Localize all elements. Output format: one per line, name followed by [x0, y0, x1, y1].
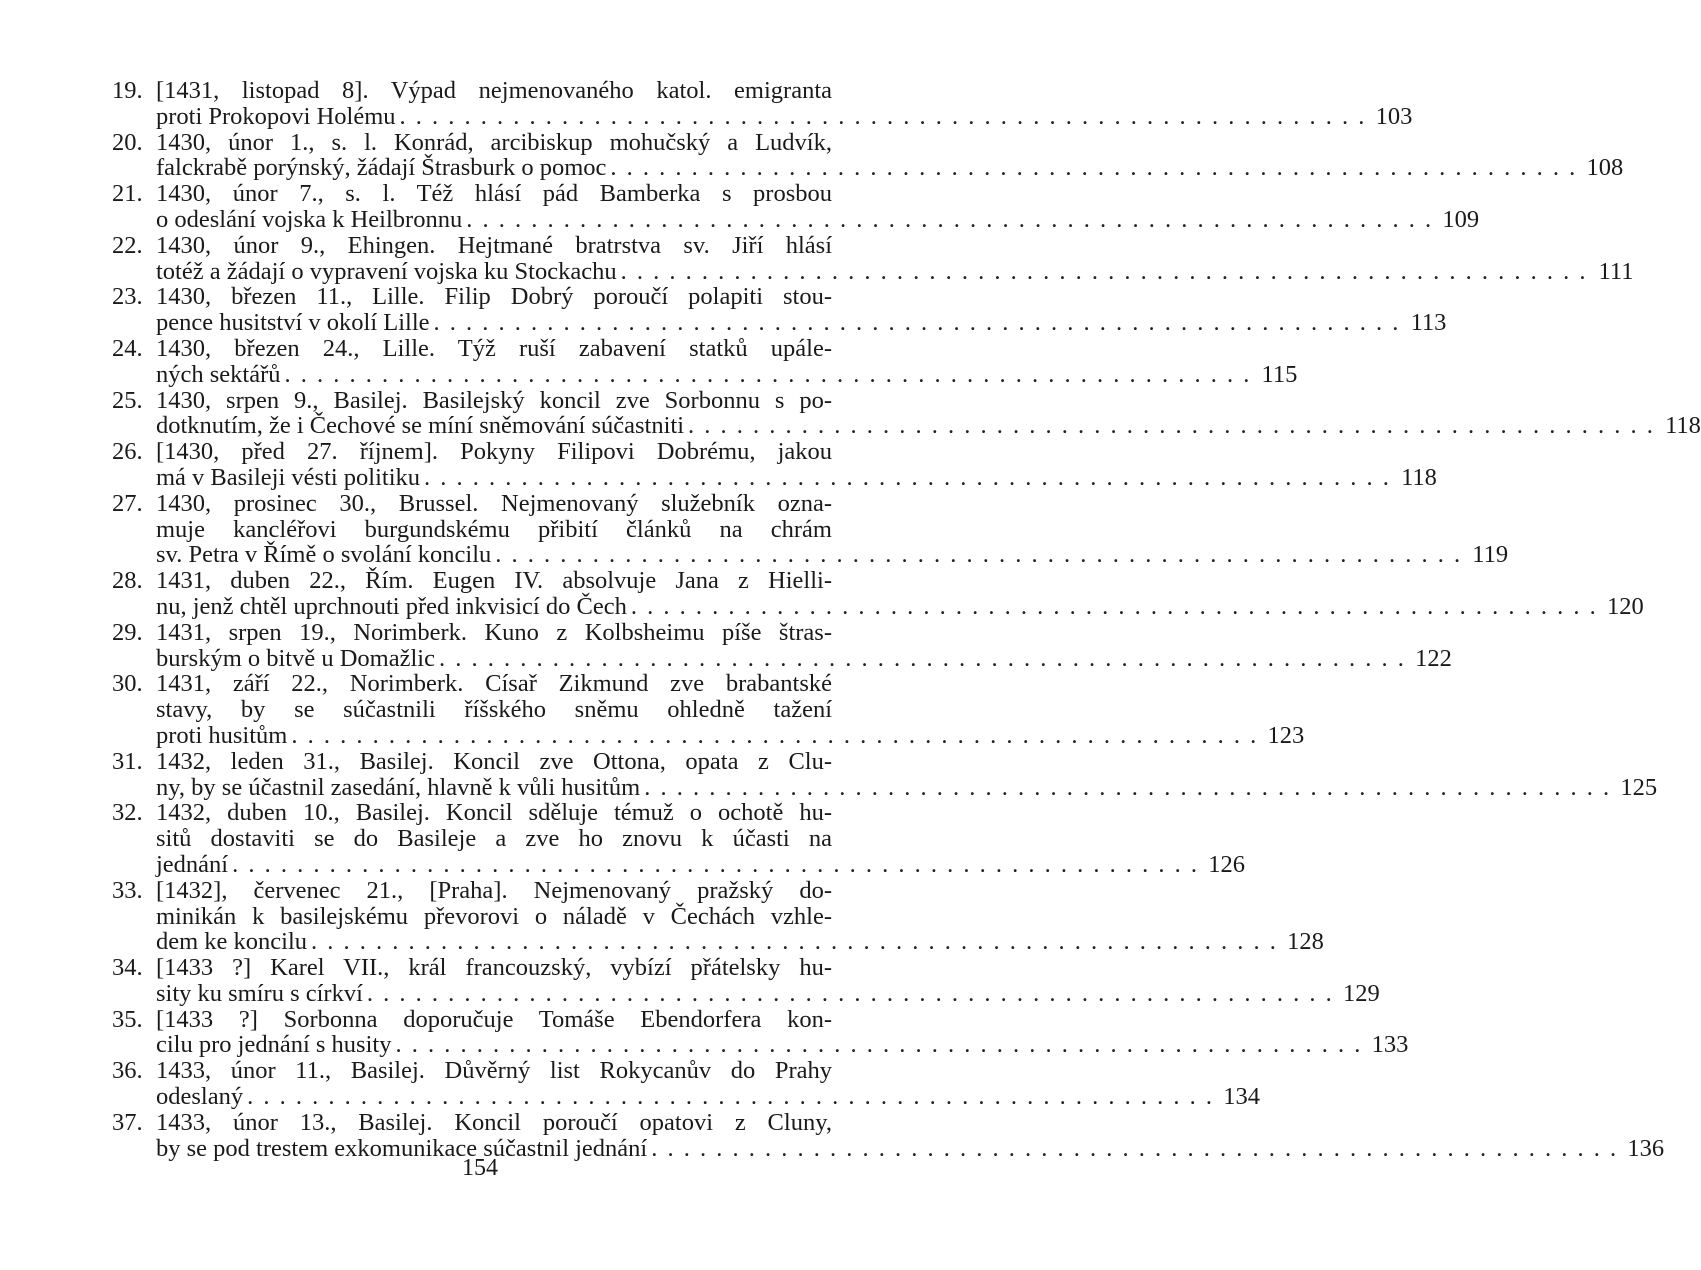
page-reference: 126 — [1208, 850, 1245, 878]
dot-leader: . . . . . . . . . . . . . . . . . . . . . . . . . . . . . . . . . . . . . . . . . . . . . . . . . . . . . . . . . . . . — [311, 928, 1278, 956]
entry-line: muje kancléřovi burgundskému přibití článků na chrám — [156, 515, 832, 543]
toc-entry — [112, 1057, 1260, 1111]
entry-line: 1432, duben 10., Basilej. Koncil sděluje témuž o ochotě hu- — [156, 799, 832, 827]
entry-number: 21. — [112, 180, 143, 208]
entry-text — [156, 180, 1480, 233]
entry-text — [156, 1005, 1409, 1059]
entry-line: falckrabě porýnský, žádají Štrasburk o pomoc — [156, 154, 607, 182]
entry-text — [156, 489, 1509, 569]
entry-line: sitů dostaviti se do Basileje a zve ho znovu k účasti na — [156, 825, 832, 853]
entry-text — [156, 567, 1644, 620]
entry-line: 1433, únor 13., Basilej. Koncil poroučí opatovi z Cluny, — [156, 1108, 832, 1136]
toc-entry — [112, 618, 1452, 672]
entry-text — [156, 747, 1658, 801]
dot-leader: . . . . . . . . . . . . . . . . . . . . . . . . . . . . . . . . . . . . . . . . . . . . . . . . . . . . . . . . . . . . — [395, 1031, 1363, 1059]
page-reference: 122 — [1415, 644, 1452, 672]
toc-entry — [112, 128, 1624, 182]
entry-last-line — [156, 257, 1634, 285]
entry-number: 30. — [112, 670, 143, 698]
dot-leader: . . . . . . . . . . . . . . . . . . . . . . . . . . . . . . . . . . . . . . . . . . . . . . . . . . . . . . . . . . . . — [610, 154, 1578, 182]
entry-line: [1432], červenec 21., [Praha]. Nejmenovaný pražský do- — [156, 876, 832, 904]
page-number: 154 — [462, 1155, 498, 1181]
page-reference: 133 — [1371, 1031, 1409, 1059]
entry-line: [1430, před 27. říjnem]. Pokyny Filipovi Dobrému, jakou — [156, 438, 832, 466]
entry-text — [156, 618, 1452, 672]
entry-text — [156, 799, 1245, 878]
entry-text — [156, 876, 1324, 956]
page-reference: 115 — [1261, 360, 1298, 388]
entry-line: proti Prokopovi Holému — [156, 102, 396, 130]
toc-entry — [112, 567, 1644, 620]
entry-text — [156, 954, 1380, 1007]
entry-line: 1430, březen 24., Lille. Týž ruší zabavení statků upále- — [156, 334, 832, 362]
toc-entry — [112, 1005, 1409, 1059]
entry-last-line — [156, 541, 1509, 569]
dot-leader: . . . . . . . . . . . . . . . . . . . . . . . . . . . . . . . . . . . . . . . . . . . . . . . . . . . . . . . . . . . . — [620, 257, 1588, 285]
entry-number: 22. — [112, 231, 143, 259]
dot-leader: . . . . . . . . . . . . . . . . . . . . . . . . . . . . . . . . . . . . . . . . . . . . . . . . . . . . . . . . . . . . — [399, 102, 1367, 130]
toc-entry — [112, 489, 1509, 569]
toc-entry — [112, 954, 1380, 1007]
entry-line: proti husitům — [156, 721, 288, 749]
entry-number: 26. — [112, 438, 143, 466]
page-reference: 125 — [1620, 773, 1658, 801]
entry-last-line — [156, 1083, 1260, 1111]
entry-line: ny, by se účastnil zasedání, hlavně k vůli husitům — [156, 773, 641, 801]
page-reference: 113 — [1410, 309, 1447, 337]
entry-last-line — [156, 644, 1452, 672]
entry-line: o odeslání vojska k Heilbronnu — [156, 205, 463, 233]
entry-number: 29. — [112, 618, 143, 646]
dot-leader: . . . . . . . . . . . . . . . . . . . . . . . . . . . . . . . . . . . . . . . . . . . . . . . . . . . . . . . . . . . . — [438, 644, 1406, 672]
entry-text — [156, 334, 1298, 388]
entry-last-line — [156, 850, 1245, 878]
entry-number: 19. — [112, 77, 143, 104]
toc-entry — [112, 747, 1658, 801]
dot-leader: . . . . . . . . . . . . . . . . . . . . . . . . . . . . . . . . . . . . . . . . . . . . . . . . . . . . . . . . . . . . — [284, 360, 1252, 388]
page-reference: 118 — [1665, 412, 1701, 440]
entry-last-line — [156, 1031, 1409, 1059]
entry-line: stavy, by se súčastnili říšského sněmu ohledně tažení — [156, 696, 832, 724]
dot-leader: . . . . . . . . . . . . . . . . . . . . . . . . . . . . . . . . . . . . . . . . . . . . . . . . . . . . . . . . . . . . — [247, 1083, 1214, 1111]
entry-text — [156, 438, 1437, 491]
entry-line: minikán k basilejskému převorovi o náladě v Čechách vzhle- — [156, 902, 832, 930]
entry-line: jednání — [156, 850, 229, 878]
page-reference: 108 — [1586, 154, 1624, 182]
dot-leader: . . . . . . . . . . . . . . . . . . . . . . . . . . . . . . . . . . . . . . . . . . . . . . . . . . . . . . . . . . . . — [433, 309, 1401, 337]
toc-entry — [112, 231, 1634, 285]
entry-number: 31. — [112, 747, 143, 775]
entry-text — [156, 283, 1447, 337]
entry-last-line — [156, 205, 1480, 233]
page-reference: 119 — [1472, 541, 1509, 569]
entry-number: 24. — [112, 334, 143, 362]
entry-number: 28. — [112, 567, 143, 595]
toc-entry — [112, 799, 1245, 878]
entry-line: by se pod trestem exkomunikace súčastnil jednání — [156, 1134, 648, 1162]
entry-last-line — [156, 721, 1305, 749]
entry-line: 1430, únor 7., s. l. Též hlásí pád Bamberka s prosbou — [156, 180, 832, 208]
entry-line: pence husitství v okolí Lille — [156, 309, 430, 337]
dot-leader: . . . . . . . . . . . . . . . . . . . . . . . . . . . . . . . . . . . . . . . . . . . . . . . . . . . . . . . . . . . . — [424, 463, 1391, 491]
entry-text — [156, 77, 1413, 130]
entry-last-line — [156, 592, 1644, 620]
entry-number: 35. — [112, 1005, 143, 1033]
entry-last-line — [156, 773, 1658, 801]
entry-text — [156, 231, 1634, 285]
page-reference: 123 — [1267, 721, 1305, 749]
page-reference: 103 — [1375, 102, 1413, 130]
dot-leader: . . . . . . . . . . . . . . . . . . . . . . . . . . . . . . . . . . . . . . . . . . . . . . . . . . . . . . . . . . . . — [366, 979, 1334, 1007]
entry-line: ných sektářů — [156, 360, 281, 388]
entry-last-line — [156, 154, 1624, 182]
entry-line: 1430, únor 1., s. l. Konrád, arcibiskup mohučský a Ludvík, — [156, 128, 832, 156]
toc-entry — [112, 283, 1447, 337]
entry-number: 25. — [112, 386, 143, 414]
entry-line: má v Basileji vésti politiku — [156, 463, 421, 491]
toc-entry — [112, 334, 1298, 388]
entry-line: 1430, březen 11., Lille. Filip Dobrý poroučí polapiti stou- — [156, 283, 832, 311]
entry-number: 34. — [112, 954, 143, 982]
entry-last-line — [156, 979, 1380, 1007]
entry-line: odeslaný — [156, 1083, 244, 1111]
toc-entry — [112, 386, 1701, 440]
entry-number: 36. — [112, 1057, 143, 1085]
toc-entry — [112, 438, 1437, 491]
entry-line: 1430, únor 9., Ehingen. Hejtmané bratrstva sv. Jiří hlásí — [156, 231, 832, 259]
entry-line: nu, jenž chtěl uprchnouti před inkvisicí do Čech — [156, 592, 627, 620]
entry-last-line — [156, 463, 1437, 491]
entry-number: 32. — [112, 799, 143, 827]
page-reference: 111 — [1598, 257, 1634, 285]
page-reference: 118 — [1401, 463, 1437, 491]
table-of-contents — [112, 77, 1701, 1162]
entry-line: 1432, leden 31., Basilej. Koncil zve Ottona, opata z Clu- — [156, 747, 832, 775]
dot-leader: . . . . . . . . . . . . . . . . . . . . . . . . . . . . . . . . . . . . . . . . . . . . . . . . . . . . . . . . . . . . — [291, 721, 1259, 749]
entry-line: dem ke koncilu — [156, 928, 308, 956]
page-reference: 136 — [1627, 1134, 1665, 1162]
entry-line: [1431, listopad 8]. Výpad nejmenovaného katol. emigranta — [156, 77, 832, 104]
entry-line: 1431, srpen 19., Norimberk. Kuno z Kolbsheimu píše štras- — [156, 618, 832, 646]
entry-line: sv. Petra v Římě o svolání koncilu — [156, 541, 492, 569]
entry-line: 1430, prosinec 30., Brussel. Nejmenovaný služebník ozna- — [156, 489, 832, 517]
page-reference: 120 — [1606, 592, 1644, 620]
entry-last-line — [156, 928, 1324, 956]
entry-line: 1433, únor 11., Basilej. Důvěrný list Rokycanův do Prahy — [156, 1057, 832, 1085]
toc-entry — [112, 876, 1324, 956]
entry-text — [156, 386, 1701, 440]
page-reference: 129 — [1343, 979, 1380, 1007]
entry-line: [1433 ?] Karel VII., král francouzský, vybízí přátelsky hu- — [156, 954, 832, 982]
dot-leader: . . . . . . . . . . . . . . . . . . . . . . . . . . . . . . . . . . . . . . . . . . . . . . . . . . . . . . . . . . . . — [466, 205, 1434, 233]
dot-leader: . . . . . . . . . . . . . . . . . . . . . . . . . . . . . . . . . . . . . . . . . . . . . . . . . . . . . . . . . . . . — [651, 1134, 1619, 1162]
entry-text — [156, 670, 1305, 749]
entry-last-line — [156, 102, 1413, 130]
dot-leader: . . . . . . . . . . . . . . . . . . . . . . . . . . . . . . . . . . . . . . . . . . . . . . . . . . . . . . . . . . . . — [644, 773, 1612, 801]
entry-text — [156, 128, 1624, 182]
entry-line: burským o bitvě u Domažlic — [156, 644, 435, 672]
dot-leader: . . . . . . . . . . . . . . . . . . . . . . . . . . . . . . . . . . . . . . . . . . . . . . . . . . . . . . . . . . . . — [688, 412, 1655, 440]
dot-leader: . . . . . . . . . . . . . . . . . . . . . . . . . . . . . . . . . . . . . . . . . . . . . . . . . . . . . . . . . . . . — [232, 850, 1199, 878]
entry-line: 1431, duben 22., Řím. Eugen IV. absolvuje Jana z Hielli- — [156, 567, 832, 595]
entry-number: 37. — [112, 1108, 143, 1136]
page-reference: 109 — [1442, 205, 1480, 233]
entry-line: dotknutím, že i Čechové se míní sněmování súčastniti — [156, 412, 685, 440]
entry-number: 23. — [112, 283, 143, 311]
entry-number: 33. — [112, 876, 143, 904]
entry-line: 1430, srpen 9., Basilej. Basilejský koncil zve Sorbonnu s po- — [156, 386, 832, 414]
entry-line: [1433 ?] Sorbonna doporučuje Tomáše Ebendorfera kon- — [156, 1005, 832, 1033]
entry-line: 1431, září 22., Norimberk. Císař Zikmund zve brabantské — [156, 670, 832, 698]
dot-leader: . . . . . . . . . . . . . . . . . . . . . . . . . . . . . . . . . . . . . . . . . . . . . . . . . . . . . . . . . . . . — [495, 541, 1463, 569]
entry-line: cilu pro jednání s husity — [156, 1031, 392, 1059]
entry-number: 27. — [112, 489, 143, 517]
entry-last-line — [156, 309, 1447, 337]
entry-line: sity ku smíru s církví — [156, 979, 363, 1007]
entry-number: 20. — [112, 128, 143, 156]
entry-text — [156, 1057, 1260, 1111]
entry-text — [156, 1108, 1665, 1162]
entry-last-line — [156, 360, 1298, 388]
page-reference: 134 — [1223, 1083, 1260, 1111]
page-reference: 128 — [1287, 928, 1324, 956]
dot-leader: . . . . . . . . . . . . . . . . . . . . . . . . . . . . . . . . . . . . . . . . . . . . . . . . . . . . . . . . . . . . — [630, 592, 1598, 620]
entry-line: totéž a žádají o vypravení vojska ku Stockachu — [156, 257, 617, 285]
toc-entry — [112, 180, 1480, 233]
toc-entry — [112, 670, 1305, 749]
toc-entry — [112, 77, 1413, 130]
toc-entry — [112, 1108, 1665, 1162]
entry-last-line — [156, 412, 1701, 440]
